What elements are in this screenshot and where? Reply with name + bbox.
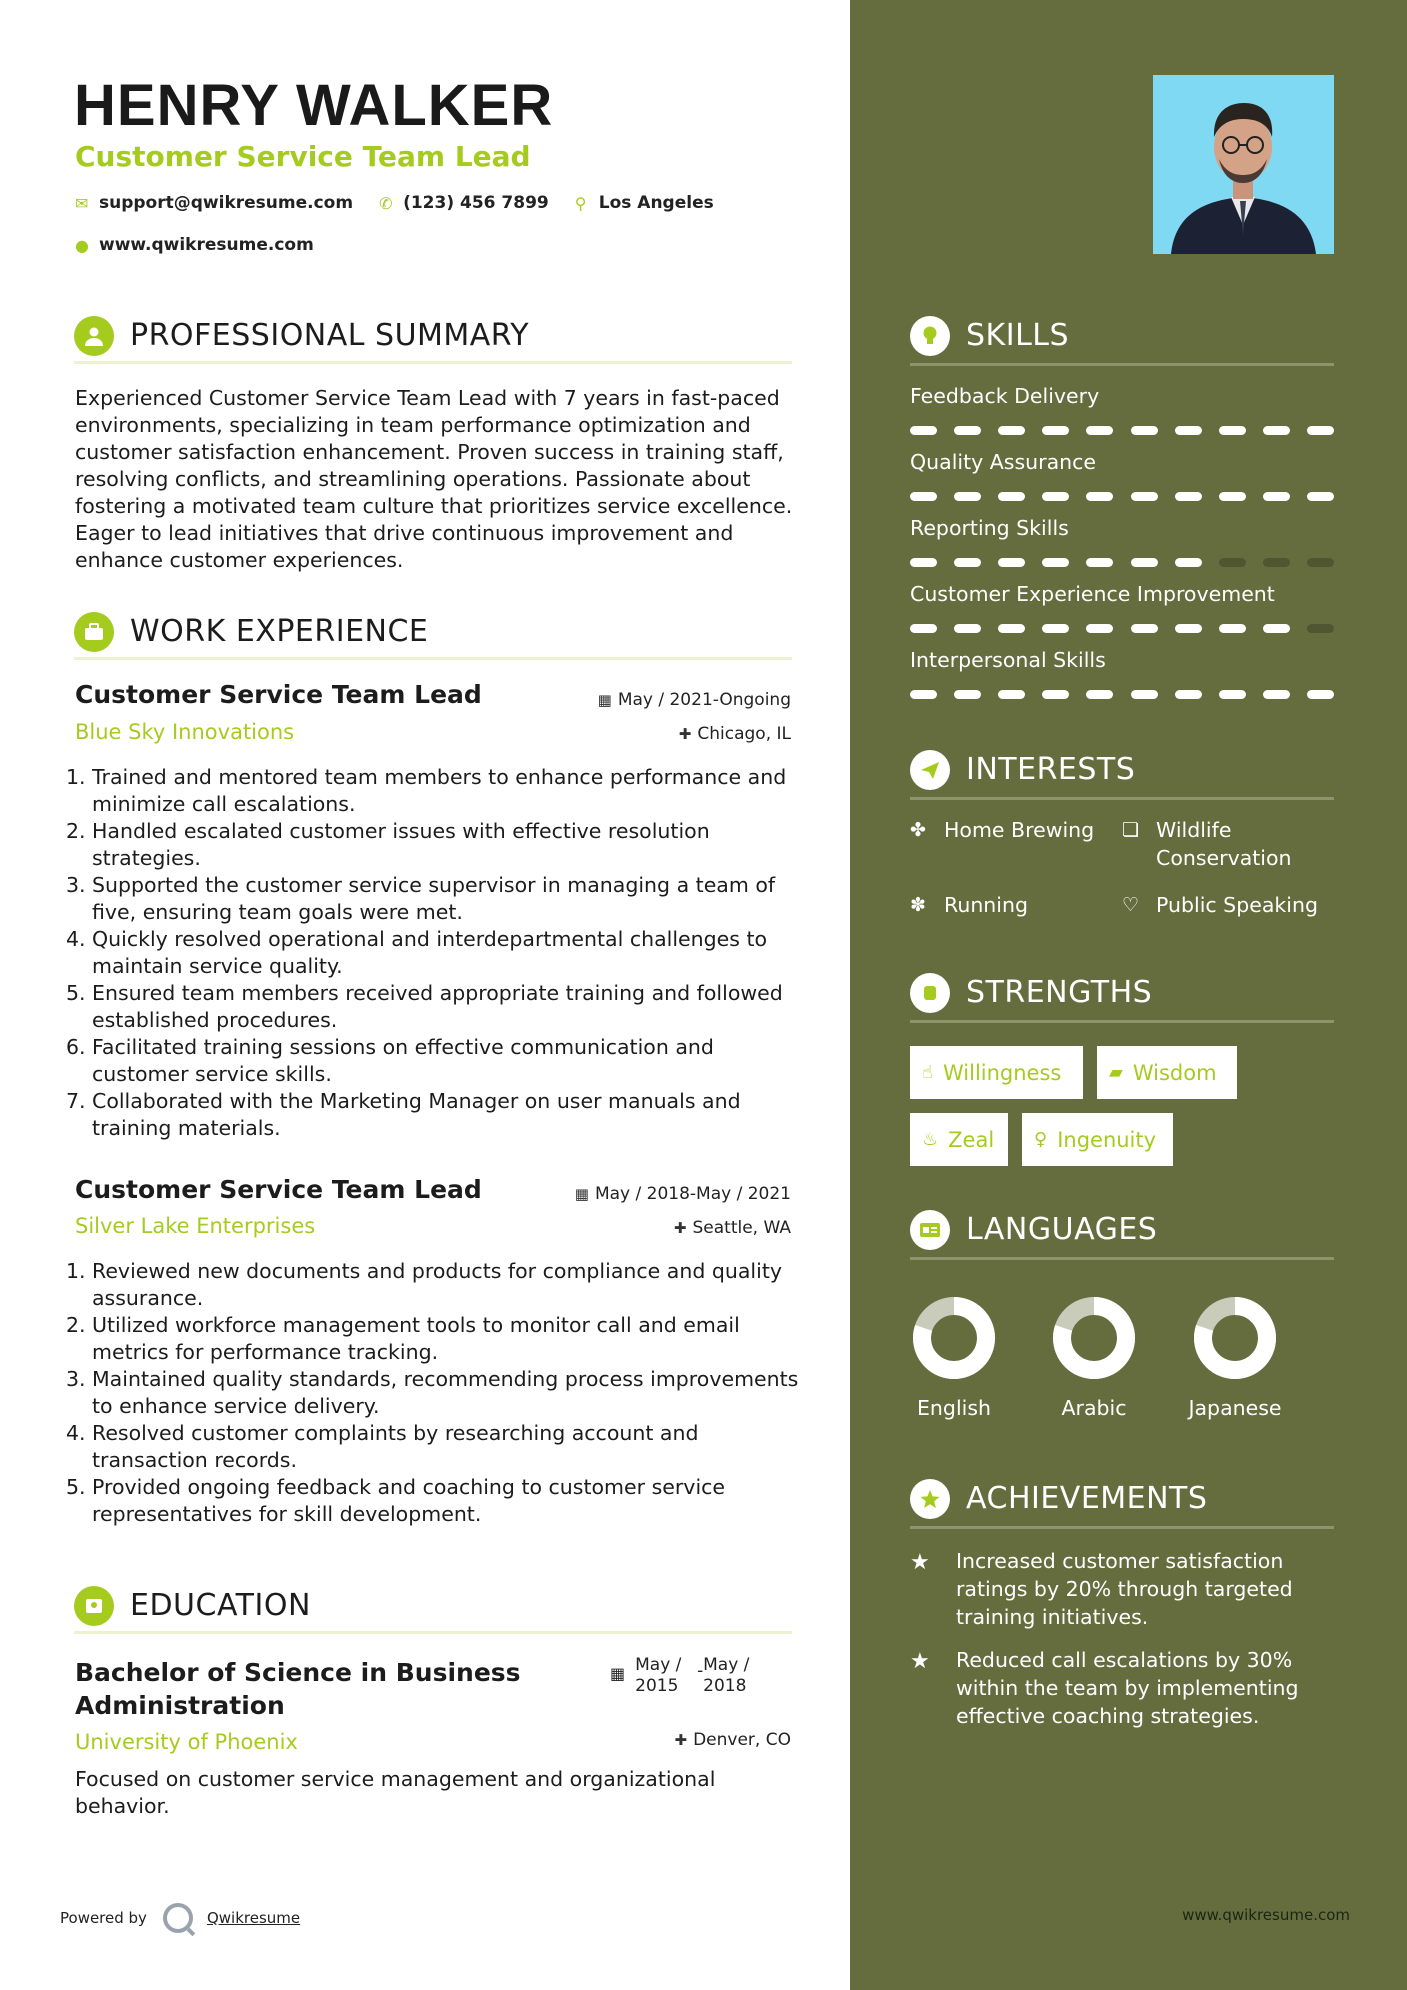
powered-by (60, 1903, 300, 1933)
candidate-title: Customer Service Team Lead (75, 140, 531, 173)
duty-number: 3. (66, 873, 86, 897)
briefcase-icon (74, 612, 114, 652)
skill-rating-segment (1263, 426, 1290, 435)
job-dates (598, 690, 791, 710)
skill-name: Reporting Skills (910, 516, 1069, 540)
skill-rating-segment (1131, 624, 1158, 633)
skill-rating-segment (954, 558, 981, 567)
strength-label: Willingness (942, 1060, 1062, 1085)
strength-chip (910, 1046, 1083, 1099)
job-company: Silver Lake Enterprises (75, 1214, 316, 1238)
phone-text: (123) 456 7899 (403, 193, 549, 213)
star-icon (910, 1479, 950, 1519)
skills-heading: SKILLS (966, 318, 1070, 353)
interest-item (1122, 816, 1322, 872)
skill-rating-segment (1175, 624, 1202, 633)
skill-rating-segment (1086, 426, 1113, 435)
fist-icon (910, 973, 950, 1013)
interest-label: Home Brewing (944, 818, 1095, 842)
education-location-text: Denver, CO (693, 1730, 791, 1750)
skill-rating-segment (1086, 492, 1113, 501)
skill-rating-segment (1131, 558, 1158, 567)
skill-rating-segment (1175, 492, 1202, 501)
duty-text: Handled escalated customer issues with effective resolution strategies. (92, 819, 710, 870)
skill-rating-segment (954, 624, 981, 633)
skill-rating-segment (954, 492, 981, 501)
strengths-heading: STRENGTHS (966, 975, 1153, 1010)
skill-rating-segment (998, 426, 1025, 435)
calendar-icon: ▦ (574, 1185, 589, 1203)
duty-item (66, 1420, 806, 1474)
lightbulb-icon: ♀ (1034, 1129, 1048, 1150)
profile-photo (1153, 75, 1334, 254)
flame-icon: ♨ (922, 1129, 939, 1150)
language-name: Japanese (1188, 1396, 1282, 1420)
skill-rating-segment (998, 690, 1025, 699)
skills-section-header (910, 316, 1334, 366)
job-duties-list (66, 1258, 806, 1528)
star-icon: ★ (910, 1649, 930, 1674)
skill-name: Customer Experience Improvement (910, 582, 1275, 606)
skill-rating-segment (910, 492, 937, 501)
duty-number: 5. (66, 981, 86, 1005)
contact-row (75, 193, 714, 213)
calendar-icon: ▦ (610, 1664, 626, 1683)
skill-rating-segment (1086, 624, 1113, 633)
education-location (675, 1730, 791, 1750)
education-start: May / 2015 (635, 1655, 682, 1696)
strength-chip (910, 1113, 1008, 1166)
duty-item (66, 818, 806, 872)
skill-rating-segment (1263, 624, 1290, 633)
duty-text: Facilitated training sessions on effective communication and customer service skills. (92, 1035, 714, 1086)
interest-label: Wildlife Conservation (1156, 818, 1292, 870)
achievement-text: Increased customer satisfaction ratings by 20% through targeted training initiatives. (956, 1549, 1293, 1629)
website-row (75, 235, 314, 255)
skill-rating-segment (1307, 558, 1334, 567)
skill-rating-segment (954, 426, 981, 435)
pushpin-icon: ✚ (674, 1731, 688, 1749)
location-text: Los Angeles (598, 193, 714, 213)
skill-rating-segment (1042, 492, 1069, 501)
envelope-icon: ✉ (75, 193, 89, 213)
book-icon: ▰ (1109, 1062, 1123, 1083)
experience-section-header (74, 612, 792, 660)
language-proficiency-donut (912, 1296, 996, 1380)
skill-rating-segment (910, 624, 937, 633)
skill-rating-segment (910, 558, 937, 567)
paw-icon: ✽ (910, 894, 926, 916)
location-pin-icon: ⚲ (574, 193, 587, 213)
qwikresume-logo-icon (163, 1903, 193, 1933)
skill-rating-segment (1219, 690, 1246, 699)
duty-text: Quickly resolved operational and interdepartmental challenges to maintain service quality. (92, 927, 768, 978)
skill-rating-bar (910, 558, 1334, 567)
skill-rating-segment (1263, 492, 1290, 501)
footer-website[interactable]: www.qwikresume.com (1182, 1906, 1350, 1924)
language-item (1034, 1296, 1154, 1420)
duty-text: Utilized workforce management tools to monitor call and email metrics for performance tracking. (92, 1313, 740, 1364)
interest-item (1122, 891, 1342, 919)
email-link[interactable]: support@qwikresume.com (99, 193, 354, 213)
education-dates (610, 1655, 765, 1697)
candidate-name: HENRY WALKER (74, 73, 554, 138)
thumbs-up-icon: ☝ (922, 1062, 933, 1083)
skill-rating-bar (910, 624, 1334, 633)
interests-heading: INTERESTS (966, 752, 1136, 787)
pushpin-icon: ✚ (673, 1219, 687, 1237)
sidebar (850, 0, 1407, 1990)
strengths-section-header (910, 973, 1334, 1023)
education-heading: EDUCATION (130, 1588, 311, 1623)
duty-item (66, 926, 806, 980)
puzzle-icon: ✤ (910, 819, 926, 841)
skill-rating-segment (998, 492, 1025, 501)
duty-number: 3. (66, 1367, 86, 1391)
skill-rating-segment (1086, 690, 1113, 699)
duty-number: 6. (66, 1035, 86, 1059)
language-name: English (916, 1396, 992, 1420)
skill-rating-bar (910, 690, 1334, 699)
language-card-icon (910, 1210, 950, 1250)
summary-heading: PROFESSIONAL SUMMARY (130, 318, 530, 353)
qwikresume-link[interactable]: Qwikresume (206, 1909, 301, 1927)
lightbulb-icon (910, 316, 950, 356)
skill-name: Quality Assurance (910, 450, 1097, 474)
skill-rating-segment (1219, 426, 1246, 435)
skill-rating-segment (1219, 492, 1246, 501)
duty-number: 1. (66, 1259, 86, 1283)
skill-name: Interpersonal Skills (910, 648, 1106, 672)
skill-rating-segment (1042, 558, 1069, 567)
interest-item (910, 891, 1110, 919)
duty-number: 5. (66, 1475, 86, 1499)
graduation-icon (74, 1586, 114, 1626)
achievement-text: Reduced call escalations by 30% within the team by implementing effective coaching strategies. (956, 1648, 1299, 1728)
duty-item (66, 1312, 806, 1366)
skill-rating-segment (1219, 624, 1246, 633)
interest-item (910, 816, 1110, 844)
strength-label: Zeal (948, 1127, 995, 1152)
skill-rating-segment (1131, 426, 1158, 435)
education-dash: - (697, 1661, 704, 1681)
skill-rating-segment (1219, 558, 1246, 567)
language-name: Arabic (1061, 1396, 1127, 1420)
languages-heading: LANGUAGES (966, 1212, 1158, 1247)
achievements-heading: ACHIEVEMENTS (966, 1481, 1208, 1516)
strength-chip (1097, 1046, 1237, 1099)
education-description: Focused on customer service management and organizational behavior. (75, 1767, 716, 1818)
interests-section-header (910, 750, 1334, 800)
skill-rating-segment (1131, 492, 1158, 501)
job-location (679, 724, 791, 744)
skill-name: Feedback Delivery (910, 384, 1100, 408)
user-icon (74, 316, 114, 356)
interest-label: Public Speaking (1156, 893, 1318, 917)
interest-label: Running (944, 893, 1029, 917)
pushpin-icon: ✚ (678, 725, 692, 743)
summary-text: Experienced Customer Service Team Lead with 7 years in fast-paced environments, specializing in team performance optimization and customer satisfaction enhancement. Proven success in training staff, resolving conflicts, and streamlining operations. Passionate about fostering a motivated team culture that prioritizes service excellence. Eager to lead initiatives that drive continuous improvement and enhance customer experiences. (75, 386, 793, 572)
skill-rating-bar (910, 426, 1334, 435)
language-proficiency-donut (1052, 1296, 1136, 1380)
duty-item (66, 1366, 806, 1420)
duty-item (66, 872, 806, 926)
job-title: Customer Service Team Lead (75, 680, 482, 709)
skill-rating-segment (1175, 426, 1202, 435)
duty-text: Trained and mentored team members to enhance performance and minimize call escalations. (92, 765, 787, 816)
duty-text: Ensured team members received appropriate training and followed established procedures. (92, 981, 783, 1032)
duty-item (66, 764, 806, 818)
skill-rating-segment (1307, 690, 1334, 699)
job-location (674, 1218, 791, 1238)
strength-label: Wisdom (1132, 1060, 1217, 1085)
job-duties-list (66, 764, 806, 1142)
globe-icon: ● (75, 235, 89, 255)
job-location-text: Chicago, IL (697, 724, 791, 744)
job-dates-text: May / 2018-May / 2021 (594, 1184, 791, 1204)
skill-rating-segment (1175, 690, 1202, 699)
skill-rating-segment (1175, 558, 1202, 567)
book-icon: ❏ (1122, 819, 1140, 841)
duty-number: 2. (66, 1313, 86, 1337)
powered-by-label: Powered by (60, 1909, 147, 1927)
duty-item (66, 1034, 806, 1088)
duty-number: 7. (66, 1089, 86, 1113)
skill-rating-segment (1042, 426, 1069, 435)
school-name: University of Phoenix (75, 1730, 298, 1754)
duty-item (66, 980, 806, 1034)
achievement-item (910, 1547, 1334, 1631)
achievements-section-header (910, 1479, 1334, 1529)
duty-number: 4. (66, 1421, 86, 1445)
strength-chip (1022, 1113, 1173, 1166)
paper-plane-icon (910, 750, 950, 790)
language-item (894, 1296, 1014, 1420)
skill-rating-segment (1307, 426, 1334, 435)
heartbeat-icon: ♡ (1122, 894, 1140, 916)
duty-text: Provided ongoing feedback and coaching to customer service representatives for skill development. (92, 1475, 726, 1526)
degree-title: Bachelor of Science in Business Administration (75, 1658, 521, 1720)
language-proficiency-donut (1193, 1296, 1277, 1380)
star-icon: ★ (910, 1550, 930, 1575)
duty-item (66, 1088, 806, 1142)
skill-rating-segment (998, 558, 1025, 567)
duty-number: 2. (66, 819, 86, 843)
experience-heading: WORK EXPERIENCE (130, 614, 429, 649)
job-dates (575, 1184, 791, 1204)
languages-section-header (910, 1210, 1334, 1260)
job-dates-text: May / 2021-Ongoing (617, 690, 791, 710)
skill-rating-segment (910, 426, 937, 435)
skill-rating-segment (910, 690, 937, 699)
phone-icon: ✆ (379, 193, 393, 213)
language-item (1175, 1296, 1295, 1420)
duty-item (66, 1258, 806, 1312)
skill-rating-segment (1307, 624, 1334, 633)
duty-text: Reviewed new documents and products for compliance and quality assurance. (92, 1259, 782, 1310)
education-section-header (74, 1586, 792, 1634)
skill-rating-segment (1307, 492, 1334, 501)
skill-rating-segment (954, 690, 981, 699)
duty-number: 1. (66, 765, 86, 789)
strength-label: Ingenuity (1057, 1127, 1157, 1152)
job-location-text: Seattle, WA (692, 1218, 791, 1238)
duty-number: 4. (66, 927, 86, 951)
duty-text: Maintained quality standards, recommending process improvements to enhance service delivery. (92, 1367, 799, 1418)
duty-text: Resolved customer complaints by researching account and transaction records. (92, 1421, 699, 1472)
website-link[interactable]: www.qwikresume.com (99, 235, 314, 255)
calendar-icon: ▦ (597, 691, 612, 709)
job-title: Customer Service Team Lead (75, 1175, 482, 1204)
achievement-item (910, 1646, 1334, 1730)
skill-rating-segment (998, 624, 1025, 633)
skill-rating-segment (1042, 690, 1069, 699)
summary-section-header (74, 316, 792, 364)
duty-text: Collaborated with the Marketing Manager on user manuals and training materials. (92, 1089, 741, 1140)
skill-rating-segment (1263, 690, 1290, 699)
education-end: May / 2018 (703, 1655, 750, 1696)
skill-rating-segment (1263, 558, 1290, 567)
duty-text: Supported the customer service supervisor in managing a team of five, ensuring team goals were met. (92, 873, 776, 924)
skill-rating-segment (1086, 558, 1113, 567)
job-company: Blue Sky Innovations (75, 720, 295, 744)
duty-item (66, 1474, 806, 1528)
skill-rating-segment (1131, 690, 1158, 699)
skill-rating-bar (910, 492, 1334, 501)
skill-rating-segment (1042, 624, 1069, 633)
